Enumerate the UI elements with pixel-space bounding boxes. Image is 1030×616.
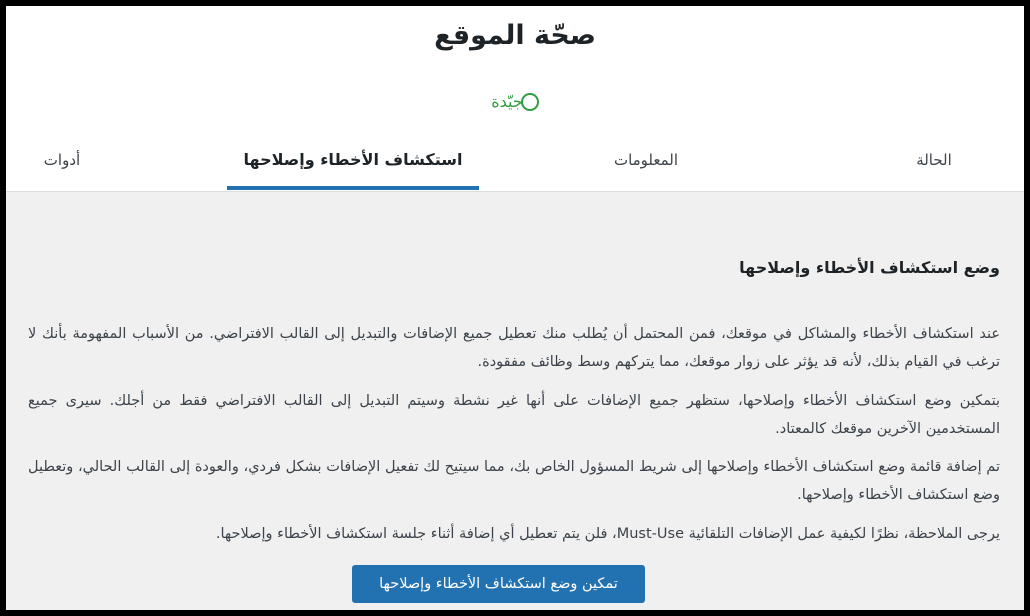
health-status (6, 92, 1024, 111)
tab-info[interactable]: المعلومات (613, 151, 679, 169)
page-title: صحّة الموقع (434, 20, 596, 51)
site-health-window (6, 6, 1024, 610)
enable-troubleshooting-button[interactable]: تمكين وضع استكشاف الأخطاء وإصلاحها (352, 565, 645, 603)
tab-tools[interactable]: أدوات (43, 151, 81, 169)
tab-bar (6, 132, 1024, 190)
enable-paragraph: بتمكين وضع استكشاف الأخطاء وإصلاحها، ستظهر جميع الإضافات على أنها غير نشطة وسيتم التبديل إلى القالب الافتراضي فقط من أجلك. سيرى جميع المستخدمين الآخرين موقعك كالمعتاد. (28, 393, 1000, 437)
tab-troubleshooting[interactable]: استكشاف الأخطاء وإصلاحها (227, 132, 479, 190)
must-use-note: يرجى الملاحظة، نظرًا لكيفية عمل الإضافات التلقائية Must-Use، فلن يتم تعطيل أي إضافة أثناء جلسة استكشاف الأخطاء وإصلاحها. (215, 526, 1000, 542)
main-content (6, 192, 1024, 610)
intro-paragraph: عند استكشاف الأخطاء والمشاكل في موقعك، فمن المحتمل أن يُطلب منك تعطيل جميع الإضافات والتبديل إلى القالب الافتراضي. من الأسباب المفهومة بأنك لا ترغب في القيام بذلك، لأنه قد يؤثر على زوار موقعك، مما يتركهم وسط وظائف مفقودة. (28, 326, 1000, 370)
status-ring-icon (521, 93, 539, 111)
menu-paragraph: تم إضافة قائمة وضع استكشاف الأخطاء وإصلاحها إلى شريط المسؤول الخاص بك، مما سيتيح لك تفعيل الإضافات بشكل فردي، والعودة إلى القالب الحالي، وتعطيل وضع استكشاف الأخطاء وإصلاحها. (28, 459, 1000, 503)
tab-status[interactable]: الحالة (916, 151, 952, 169)
section-title: وضع استكشاف الأخطاء وإصلاحها (739, 258, 1000, 277)
site-health-header (6, 6, 1024, 192)
status-label: جيّدة (491, 92, 523, 111)
